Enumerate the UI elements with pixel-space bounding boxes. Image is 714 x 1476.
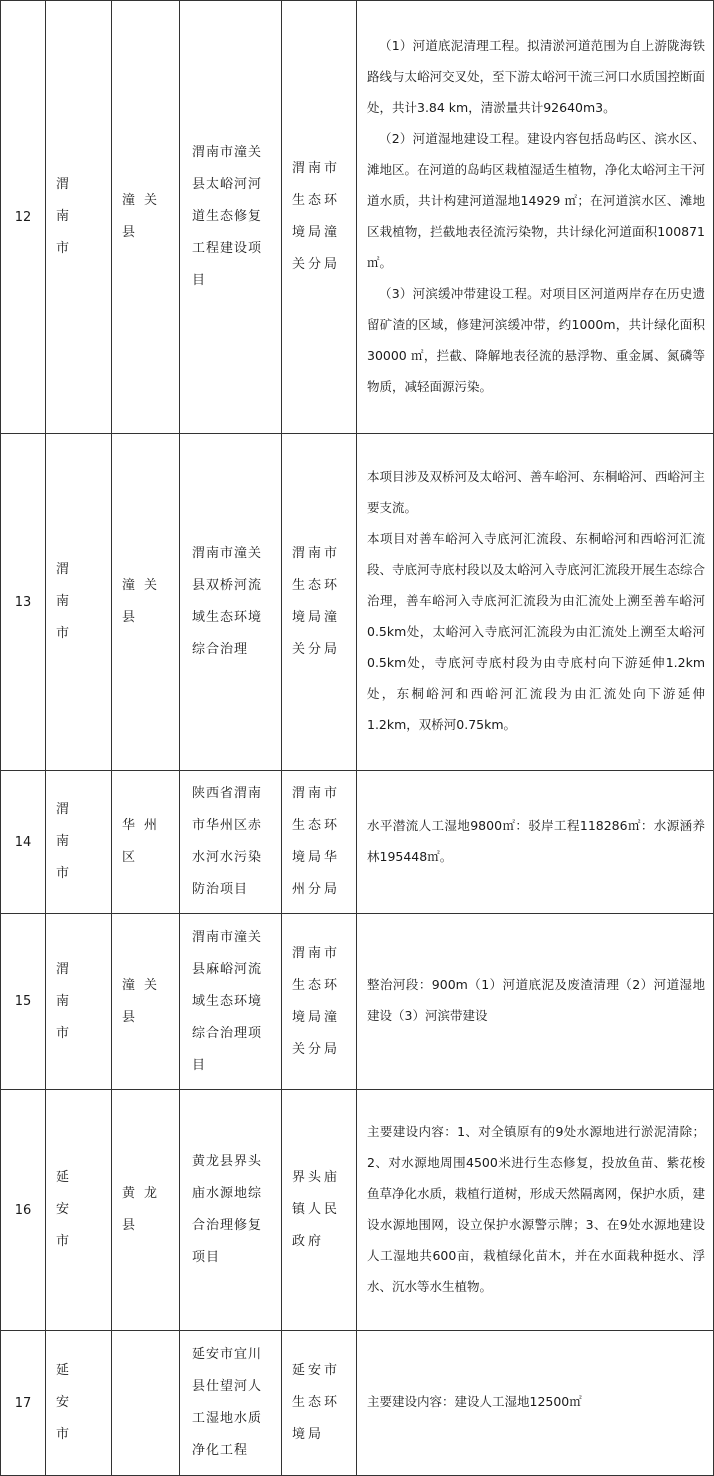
city-cell: 渭南市: [46, 914, 112, 1090]
row-number: 12: [1, 1, 46, 434]
city-cell: 延安市: [46, 1331, 112, 1476]
row-number: 16: [1, 1090, 46, 1331]
content-paragraph: 整治河段：900m（1）河道底泥及废渣清理（2）河道湿地建设（3）河滨带建设: [367, 977, 705, 1023]
construction-content-cell: [357, 771, 714, 914]
construction-content-cell: [357, 1331, 714, 1476]
content-paragraph: 主要建设内容：1、对全镇原有的9处水源地进行淤泥清除；2、对水源地周围4500米进行生态修复，投放鱼苗、紫花梭鱼草净化水质，栽植行道树，形成天然隔离网，保护水质，建设水源地围网，设立保护水源警示牌；3、在9处水源地建设人工湿地共600亩，栽植绿化苗木，并在水面栽种挺水、浮水、沉水等水生植物。: [367, 1123, 705, 1294]
county-cell: 黄龙县: [112, 1090, 180, 1331]
responsible-unit-cell: 界头庙镇人民政府: [282, 1090, 357, 1331]
row-number: 14: [1, 771, 46, 914]
responsible-unit-cell: 渭南市生态环境局潼关分局: [282, 914, 357, 1090]
content-paragraph: 本项目对善车峪河入寺底河汇流段、东桐峪河和西峪河汇流段、寺底河寺底村段以及太峪河入寺底河汇流段开展生态综合治理，善车峪河入寺底河汇流段为由汇流处上溯至善车峪河0.5km处，太峪河入寺底河汇流段为由汇流处上溯至太峪河0.5km处，寺底河寺底村段为由寺底村向下游延伸1.2km处，东桐峪河和西峪河汇流段为由汇流处向下游延伸1.2km，双桥河0.75km。: [367, 531, 705, 732]
row-number: 13: [1, 434, 46, 771]
responsible-unit-cell: 渭南市生态环境局潼关分局: [282, 1, 357, 434]
county-cell: [112, 1331, 180, 1476]
county-cell: 华州区: [112, 771, 180, 914]
project-name-cell: 延安市宜川县仕望河人工湿地水质净化工程: [180, 1331, 282, 1476]
project-name-cell: 黄龙县界头庙水源地综合治理修复项目: [180, 1090, 282, 1331]
content-paragraph: （1）河道底泥清理工程。拟清淤河道范围为自上游陇海铁路线与太峪河交叉处，至下游太峪河干流三河口水质国控断面处，共计3.84 km，清淤量共计92640m3。: [367, 37, 705, 115]
city-cell: 渭南市: [46, 434, 112, 771]
county-cell: 潼关县: [112, 1, 180, 434]
city-cell: 延安市: [46, 1090, 112, 1331]
content-paragraph: （2）河道湿地建设工程。建设内容包括岛屿区、滨水区、滩地区。在河道的岛屿区栽植湿适生植物，净化太峪河主干河道水质，共计构建河道湿地14929 ㎡；在河道滨水区、滩地区栽植物，拦截地表径流污染物，共计绿化河道面积100871 ㎡。: [367, 130, 705, 270]
responsible-unit-cell: 渭南市生态环境局华州分局: [282, 771, 357, 914]
city-cell: 渭南市: [46, 771, 112, 914]
content-paragraph: （3）河滨缓冲带建设工程。对项目区河道两岸存在历史遗留矿渣的区域，修建河滨缓冲带，约1000m，共计绿化面积30000 ㎡，拦截、降解地表径流的悬浮物、重金属、氮磷等物质，减轻面源污染。: [367, 285, 705, 394]
table-row: [1, 914, 714, 1090]
row-number: 15: [1, 914, 46, 1090]
table-row: [1, 771, 714, 914]
row-number: 17: [1, 1331, 46, 1476]
construction-content-cell: [357, 434, 714, 771]
city-cell: 渭南市: [46, 1, 112, 434]
construction-content-cell: [357, 1090, 714, 1331]
content-paragraph: 水平潜流人工湿地9800㎡：驳岸工程118286㎡：水源涵养林195448㎡。: [367, 817, 705, 864]
construction-content-cell: [357, 914, 714, 1090]
responsible-unit-cell: 延安市生态环境局: [282, 1331, 357, 1476]
project-name-cell: 陕西省渭南市华州区赤水河水污染防治项目: [180, 771, 282, 914]
content-paragraph: 主要建设内容：建设人工湿地12500㎡: [367, 1394, 582, 1409]
project-name-cell: 渭南市潼关县双桥河流域生态环境综合治理: [180, 434, 282, 771]
table-row: [1, 1090, 714, 1331]
table-row: [1, 1331, 714, 1476]
content-paragraph: 本项目涉及双桥河及太峪河、善车峪河、东桐峪河、西峪河主要支流。: [367, 469, 705, 515]
project-name-cell: 渭南市潼关县麻峪河流域生态环境综合治理项目: [180, 914, 282, 1090]
table-row: [1, 434, 714, 771]
project-name-cell: 渭南市潼关县太峪河河道生态修复工程建设项目: [180, 1, 282, 434]
construction-content-cell: [357, 1, 714, 434]
responsible-unit-cell: 渭南市生态环境局潼关分局: [282, 434, 357, 771]
county-cell: 潼关县: [112, 434, 180, 771]
table-row: [1, 1, 714, 434]
county-cell: 潼关县: [112, 914, 180, 1090]
